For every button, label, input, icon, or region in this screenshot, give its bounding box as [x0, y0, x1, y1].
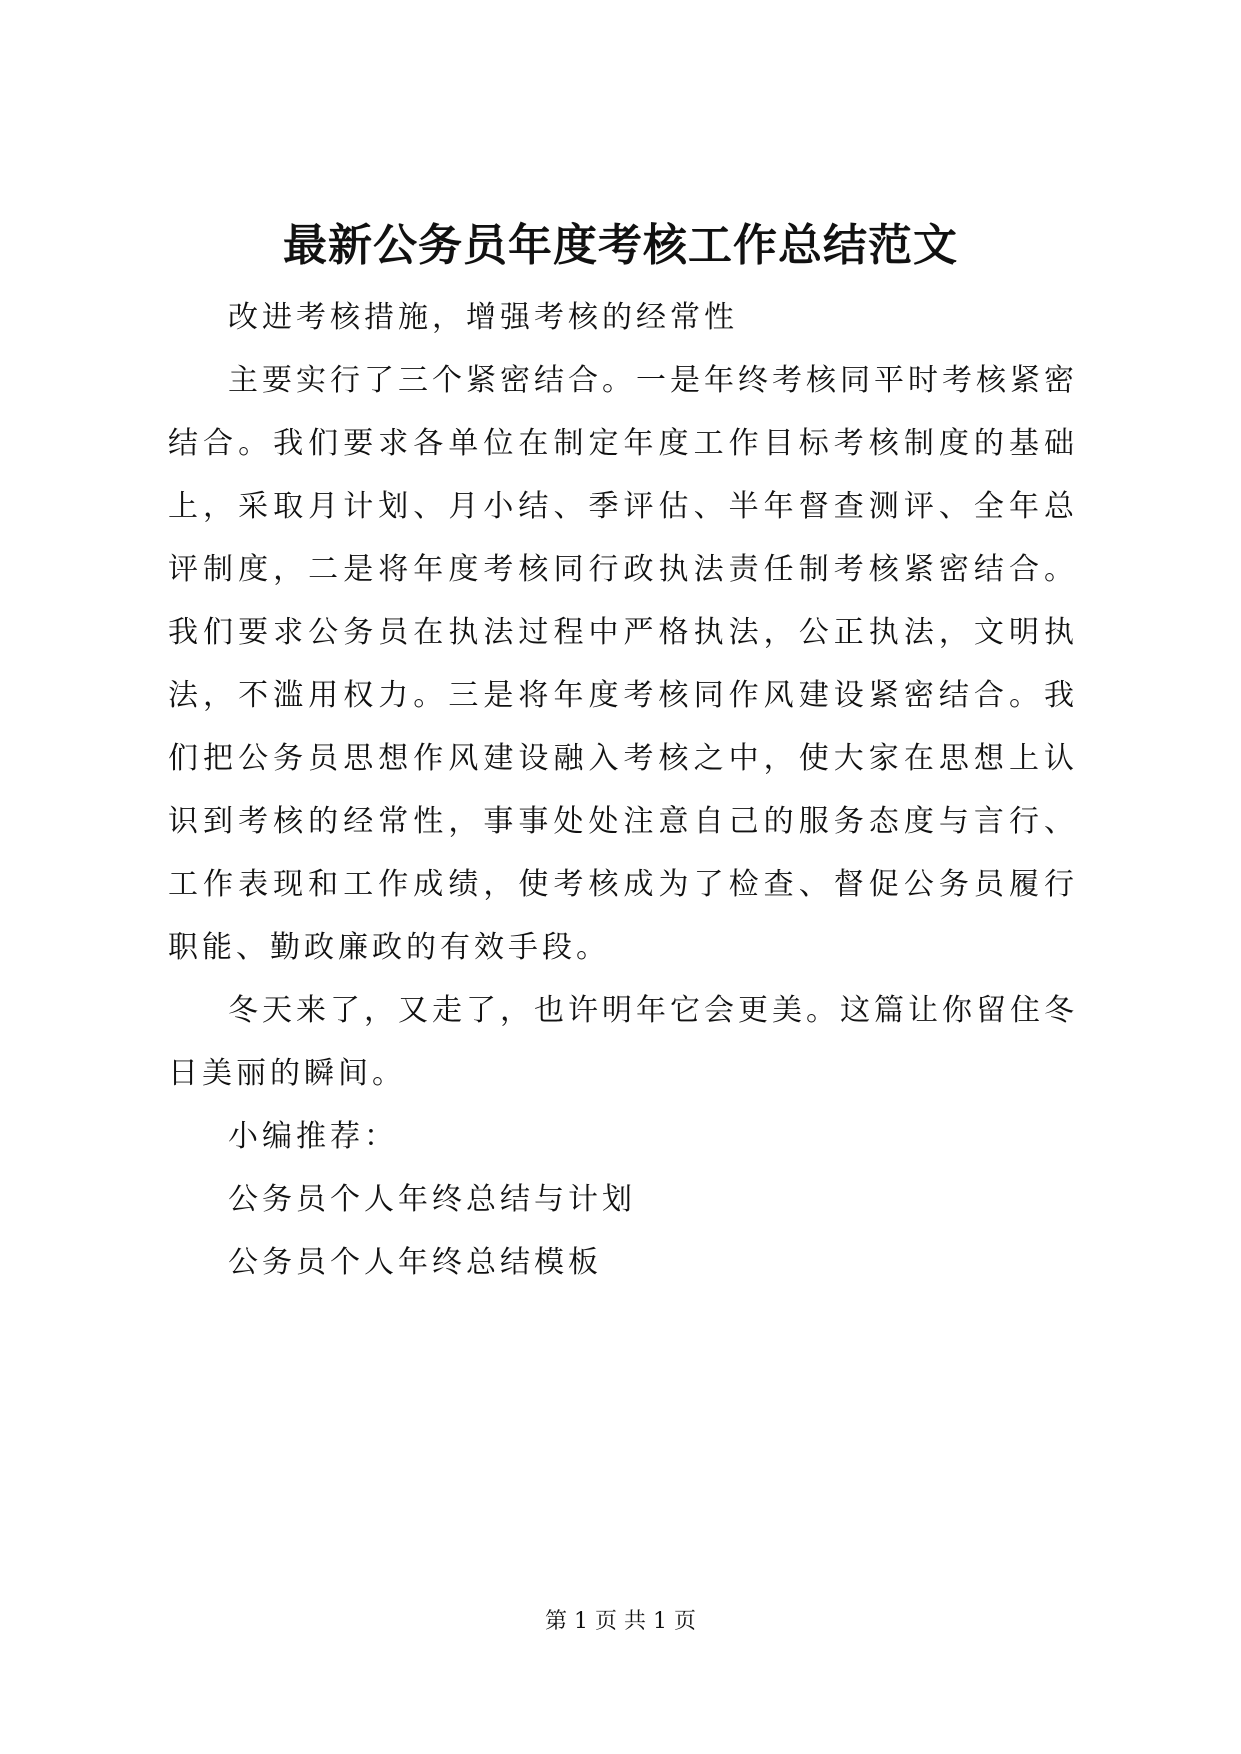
body-paragraph: 主要实行了三个紧密结合。一是年终考核同平时考核紧密结合。我们要求各单位在制定年度工作目标考核制度的基础上，采取月计划、月小结、季评估、半年督查测评、全年总评制度，二是将年度考核同行政执法责任制考核紧密结合。我们要求公务员在执法过程中严格执法，公正执法，文明执法，不滥用权力。三是将年度考核同作风建设紧密结合。我们把公务员思想作风建设融入考核之中，使大家在思想上认识到考核的经常性，事事处处注意自己的服务态度与言行、工作表现和工作成绩，使考核成为了检查、督促公务员履行职能、勤政廉政的有效手段。 [168, 363, 1078, 965]
recommendation-label: 小编推荐： [228, 1119, 398, 1154]
recommended-link-1[interactable]: 公务员个人年终总结与计划 [228, 1182, 636, 1217]
page-footer: 第 1 页 共 1 页 [545, 1609, 696, 1634]
document-body [168, 286, 1078, 1294]
document-title: 最新公务员年度考核工作总结范文 [283, 220, 958, 271]
closing-paragraph: 冬天来了，又走了，也许明年它会更美。这篇让你留住冬日美丽的瞬间。 [168, 993, 1078, 1091]
section-heading: 改进考核措施，增强考核的经常性 [228, 300, 738, 335]
recommended-link-2[interactable]: 公务员个人年终总结模板 [228, 1245, 602, 1280]
